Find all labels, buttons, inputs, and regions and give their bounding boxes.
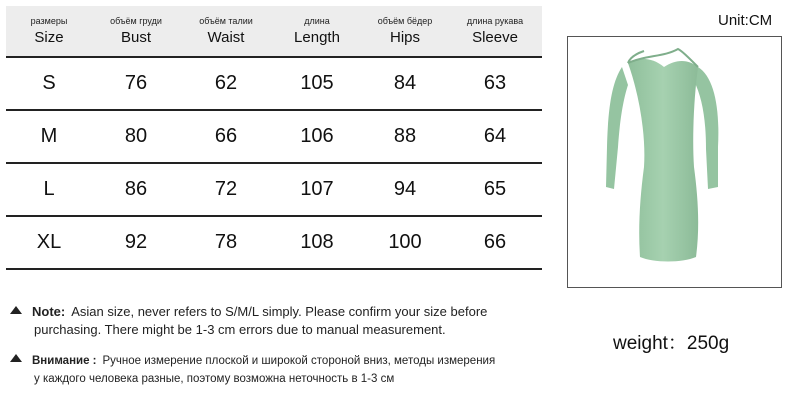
header-label-en: Length xyxy=(294,29,340,46)
cell-sleeve: 65 xyxy=(448,163,542,216)
cell-sleeve: 64 xyxy=(448,110,542,163)
dress-sleeve-left xyxy=(606,67,628,189)
note-ru-label: Внимание : xyxy=(32,355,97,367)
cell-hips: 94 xyxy=(362,163,448,216)
cell-hips: 100 xyxy=(362,216,448,269)
header-label-en: Size xyxy=(34,29,64,46)
header-length xyxy=(272,6,362,57)
triangle-up-icon xyxy=(10,306,22,314)
header-label-en: Hips xyxy=(389,29,420,46)
cell-size: XL xyxy=(6,216,92,269)
table-row xyxy=(6,216,542,269)
unit-label: Unit:CM xyxy=(718,12,773,29)
cell-hips: 88 xyxy=(362,110,448,163)
cell-waist: 72 xyxy=(180,163,272,216)
note-en-line-1 xyxy=(10,303,545,321)
cell-size: L xyxy=(6,163,92,216)
table-header-row xyxy=(6,6,542,57)
header-hips xyxy=(362,6,448,57)
cell-sleeve: 66 xyxy=(448,216,542,269)
header-size xyxy=(6,6,92,57)
note-en-label: Note: xyxy=(32,304,66,319)
cell-length: 105 xyxy=(272,57,362,110)
header-label-ru: объём груди xyxy=(110,16,162,26)
header-label-ru: длина рукава xyxy=(466,16,524,26)
note-en xyxy=(10,303,545,339)
header-label-ru: объём талии xyxy=(199,16,253,26)
dress-body xyxy=(628,59,698,262)
cell-length: 106 xyxy=(272,110,362,163)
note-ru-text-2: у каждого человека разные, поэтому возможна неточность в 1-3 см xyxy=(34,373,395,385)
header-label-ru: длина xyxy=(304,16,330,26)
dress-image xyxy=(568,37,781,287)
header-label-ru: размеры xyxy=(30,16,68,26)
cell-waist: 62 xyxy=(180,57,272,110)
weight-label: weight：250g xyxy=(613,333,730,354)
cell-size: S xyxy=(6,57,92,110)
cell-length: 107 xyxy=(272,163,362,216)
cell-size: M xyxy=(6,110,92,163)
cell-waist: 78 xyxy=(180,216,272,269)
header-label-en: Bust xyxy=(120,29,151,46)
note-ru-text-1: Ручное измерение плоской и широкой стороной вниз, методы измерения xyxy=(102,355,496,367)
cell-bust: 80 xyxy=(92,110,180,163)
note-en-text-2: purchasing. There might be 1-3 cm errors due to manual measurement. xyxy=(34,322,446,337)
header-sleeve xyxy=(448,6,542,57)
dress-sleeve-right xyxy=(694,67,718,189)
header-bust xyxy=(92,6,180,57)
cell-sleeve: 63 xyxy=(448,57,542,110)
product-photo xyxy=(567,36,782,288)
cell-bust: 86 xyxy=(92,163,180,216)
header-label-en: Waist xyxy=(207,29,245,46)
cell-waist: 66 xyxy=(180,110,272,163)
header-label-ru: объём бёдер xyxy=(377,16,433,26)
note-ru xyxy=(10,352,545,388)
note-en-text-1: Asian size, never refers to S/M/L simply. Please confirm your size before xyxy=(71,304,488,319)
table-row xyxy=(6,57,542,110)
note-ru-line-1 xyxy=(10,352,545,370)
header-waist xyxy=(180,6,272,57)
table-row xyxy=(6,163,542,216)
size-chart-table xyxy=(6,6,542,270)
triangle-up-icon xyxy=(10,354,22,362)
cell-bust: 76 xyxy=(92,57,180,110)
table-row xyxy=(6,110,542,163)
header-label-en: Sleeve xyxy=(472,29,518,46)
cell-bust: 92 xyxy=(92,216,180,269)
cell-hips: 84 xyxy=(362,57,448,110)
cell-length: 108 xyxy=(272,216,362,269)
